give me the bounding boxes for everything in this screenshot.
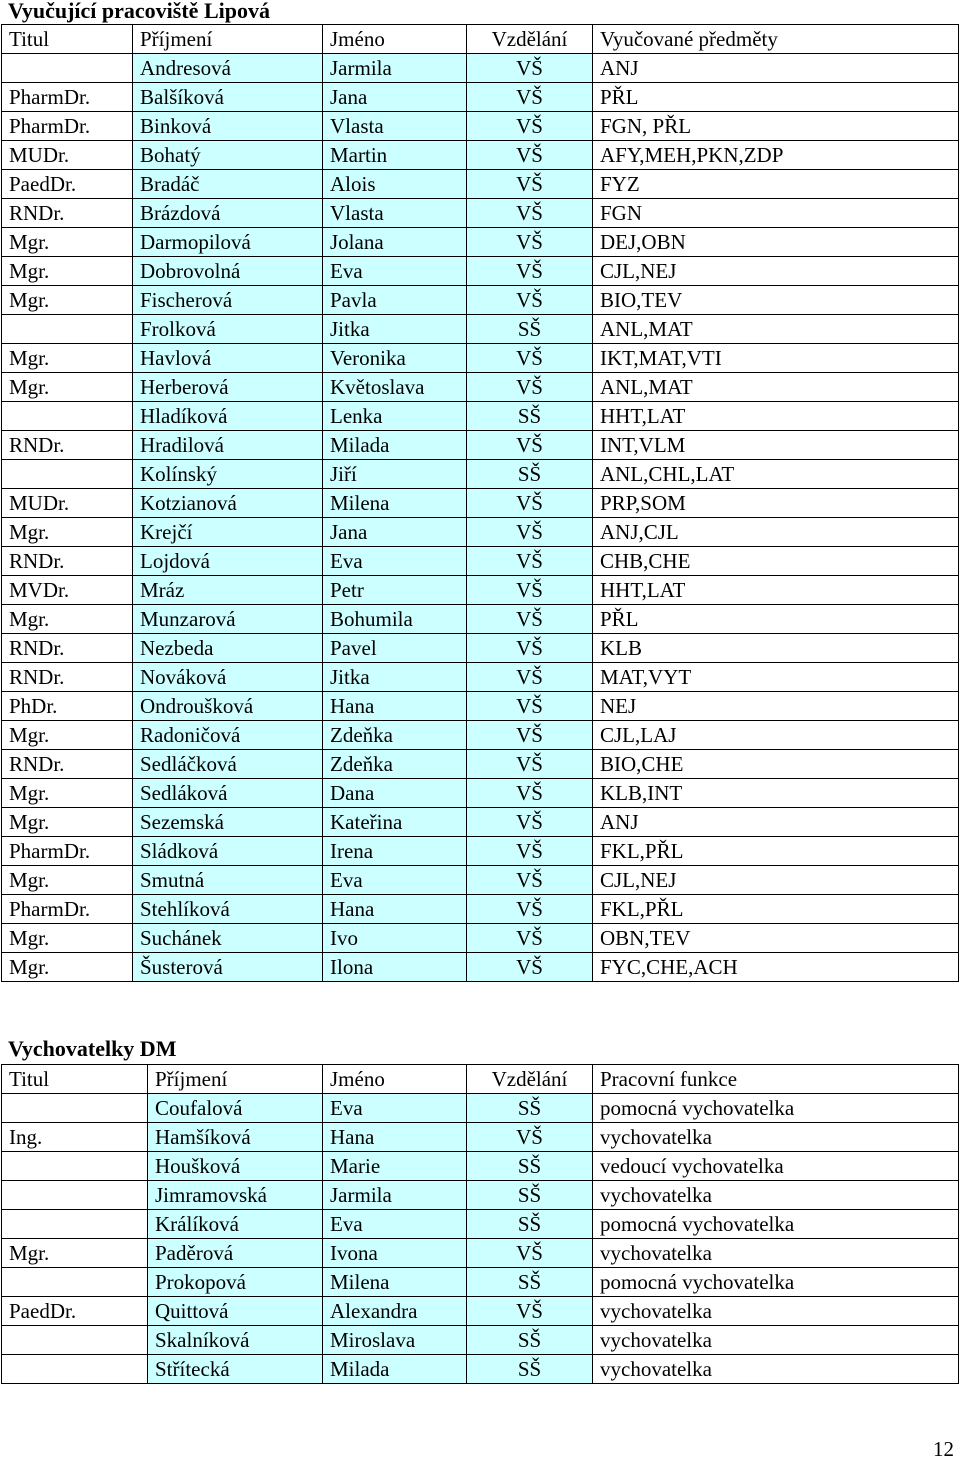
cell-function: vychovatelka xyxy=(593,1123,959,1152)
cell-education: SŠ xyxy=(467,1210,593,1239)
cell-surname: Bohatý xyxy=(133,141,323,170)
cell-first-name: Jiří xyxy=(323,460,467,489)
cell-subjects: MAT,VYT xyxy=(593,663,959,692)
cell-function: vychovatelka xyxy=(593,1326,959,1355)
table-header-row xyxy=(2,25,959,54)
cell-title: MUDr. xyxy=(2,141,133,170)
cell-title: RNDr. xyxy=(2,663,133,692)
cell-education: VŠ xyxy=(467,953,593,982)
cell-title: Mgr. xyxy=(2,257,133,286)
cell-education: SŠ xyxy=(467,1326,593,1355)
table-row xyxy=(2,721,959,750)
table-row xyxy=(2,460,959,489)
cell-education: VŠ xyxy=(467,141,593,170)
cell-surname: Sedláčková xyxy=(133,750,323,779)
cell-first-name: Jana xyxy=(323,518,467,547)
cell-surname: Andresová xyxy=(133,54,323,83)
cell-title: Mgr. xyxy=(2,286,133,315)
cell-education: VŠ xyxy=(467,895,593,924)
table-row xyxy=(2,663,959,692)
cell-first-name: Kateřina xyxy=(323,808,467,837)
cell-surname: Nováková xyxy=(133,663,323,692)
cell-title: PaedDr. xyxy=(2,1297,148,1326)
cell-subjects: ANL,MAT xyxy=(593,373,959,402)
table-row xyxy=(2,54,959,83)
cell-education: SŠ xyxy=(467,1181,593,1210)
cell-first-name: Alois xyxy=(323,170,467,199)
cell-title: Mgr. xyxy=(2,344,133,373)
cell-title: Mgr. xyxy=(2,1239,148,1268)
column-header-function: Pracovní funkce xyxy=(593,1065,959,1094)
cell-title: Mgr. xyxy=(2,779,133,808)
cell-subjects: CJL,NEJ xyxy=(593,866,959,895)
cell-first-name: Eva xyxy=(323,866,467,895)
cell-subjects: FYZ xyxy=(593,170,959,199)
cell-surname: Kotzianová xyxy=(133,489,323,518)
cell-function: vychovatelka xyxy=(593,1181,959,1210)
cell-first-name: Zdeňka xyxy=(323,750,467,779)
cell-surname: Střítecká xyxy=(148,1355,323,1384)
cell-subjects: BIO,CHE xyxy=(593,750,959,779)
cell-education: VŠ xyxy=(467,489,593,518)
cell-title: RNDr. xyxy=(2,547,133,576)
cell-first-name: Bohumila xyxy=(323,605,467,634)
cell-surname: Bradáč xyxy=(133,170,323,199)
cell-surname: Ondroušková xyxy=(133,692,323,721)
cell-education: SŠ xyxy=(467,1355,593,1384)
cell-title xyxy=(2,1094,148,1123)
cell-title: MUDr. xyxy=(2,489,133,518)
cell-subjects: NEJ xyxy=(593,692,959,721)
cell-education: VŠ xyxy=(467,663,593,692)
cell-title: PharmDr. xyxy=(2,837,133,866)
cell-title: Mgr. xyxy=(2,228,133,257)
cell-title: PhDr. xyxy=(2,692,133,721)
cell-function: pomocná vychovatelka xyxy=(593,1268,959,1297)
cell-subjects: HHT,LAT xyxy=(593,576,959,605)
table-row xyxy=(2,924,959,953)
column-header-education: Vzdělání xyxy=(467,1065,593,1094)
cell-first-name: Jana xyxy=(323,83,467,112)
table-row xyxy=(2,199,959,228)
table-row xyxy=(2,779,959,808)
cell-education: VŠ xyxy=(467,257,593,286)
table-row xyxy=(2,1355,959,1384)
cell-first-name: Milada xyxy=(323,1355,467,1384)
cell-first-name: Dana xyxy=(323,779,467,808)
cell-first-name: Ilona xyxy=(323,953,467,982)
cell-surname: Dobrovolná xyxy=(133,257,323,286)
cell-surname: Sedláková xyxy=(133,779,323,808)
cell-first-name: Ivo xyxy=(323,924,467,953)
cell-education: SŠ xyxy=(467,315,593,344)
cell-education: VŠ xyxy=(467,866,593,895)
dorm-educators-table xyxy=(1,1064,959,1384)
cell-subjects: PRP,SOM xyxy=(593,489,959,518)
cell-education: VŠ xyxy=(467,634,593,663)
cell-subjects: INT,VLM xyxy=(593,431,959,460)
cell-education: VŠ xyxy=(467,431,593,460)
cell-first-name: Jarmila xyxy=(323,54,467,83)
table-row xyxy=(2,750,959,779)
cell-education: VŠ xyxy=(467,373,593,402)
cell-subjects: ANJ xyxy=(593,808,959,837)
table-row xyxy=(2,1326,959,1355)
column-header-subjects: Vyučované předměty xyxy=(593,25,959,54)
table-row xyxy=(2,518,959,547)
cell-first-name: Hana xyxy=(323,1123,467,1152)
table-row xyxy=(2,257,959,286)
cell-first-name: Eva xyxy=(323,257,467,286)
cell-first-name: Pavel xyxy=(323,634,467,663)
cell-education: VŠ xyxy=(467,576,593,605)
cell-title: PharmDr. xyxy=(2,112,133,141)
cell-title xyxy=(2,1210,148,1239)
cell-education: VŠ xyxy=(467,837,593,866)
table-row xyxy=(2,286,959,315)
column-header-first-name: Jméno xyxy=(323,25,467,54)
table-row xyxy=(2,1152,959,1181)
cell-surname: Balšíková xyxy=(133,83,323,112)
table-row xyxy=(2,895,959,924)
cell-subjects: KLB,INT xyxy=(593,779,959,808)
cell-surname: Munzarová xyxy=(133,605,323,634)
cell-function: pomocná vychovatelka xyxy=(593,1094,959,1123)
cell-first-name: Lenka xyxy=(323,402,467,431)
cell-surname: Suchánek xyxy=(133,924,323,953)
cell-subjects: FKL,PŘL xyxy=(593,895,959,924)
cell-title: PharmDr. xyxy=(2,895,133,924)
cell-subjects: CHB,CHE xyxy=(593,547,959,576)
table-row xyxy=(2,1094,959,1123)
cell-education: VŠ xyxy=(467,344,593,373)
cell-surname: Binková xyxy=(133,112,323,141)
cell-first-name: Veronika xyxy=(323,344,467,373)
cell-education: VŠ xyxy=(467,605,593,634)
table-row xyxy=(2,866,959,895)
cell-surname: Hradilová xyxy=(133,431,323,460)
table-row xyxy=(2,373,959,402)
cell-education: VŠ xyxy=(467,1123,593,1152)
cell-education: VŠ xyxy=(467,170,593,199)
cell-subjects: CJL,LAJ xyxy=(593,721,959,750)
cell-first-name: Vlasta xyxy=(323,199,467,228)
cell-surname: Houšková xyxy=(148,1152,323,1181)
cell-first-name: Alexandra xyxy=(323,1297,467,1326)
column-header-surname: Příjmení xyxy=(133,25,323,54)
table-row xyxy=(2,112,959,141)
table-row xyxy=(2,402,959,431)
cell-subjects: AFY,MEH,PKN,ZDP xyxy=(593,141,959,170)
table-row xyxy=(2,634,959,663)
cell-surname: Lojdová xyxy=(133,547,323,576)
column-header-education: Vzdělání xyxy=(467,25,593,54)
cell-education: VŠ xyxy=(467,924,593,953)
table-row xyxy=(2,547,959,576)
table-row xyxy=(2,605,959,634)
cell-surname: Herberová xyxy=(133,373,323,402)
cell-education: SŠ xyxy=(467,1268,593,1297)
cell-surname: Stehlíková xyxy=(133,895,323,924)
cell-first-name: Milada xyxy=(323,431,467,460)
table-row xyxy=(2,489,959,518)
cell-function: vychovatelka xyxy=(593,1239,959,1268)
cell-surname: Darmopilová xyxy=(133,228,323,257)
cell-title: Mgr. xyxy=(2,808,133,837)
column-header-title: Titul xyxy=(2,25,133,54)
cell-title: Ing. xyxy=(2,1123,148,1152)
cell-title: PharmDr. xyxy=(2,83,133,112)
cell-title: Mgr. xyxy=(2,953,133,982)
cell-education: VŠ xyxy=(467,750,593,779)
cell-first-name: Vlasta xyxy=(323,112,467,141)
cell-function: pomocná vychovatelka xyxy=(593,1210,959,1239)
cell-title xyxy=(2,1355,148,1384)
cell-surname: Fischerová xyxy=(133,286,323,315)
cell-subjects: FKL,PŘL xyxy=(593,837,959,866)
cell-education: SŠ xyxy=(467,460,593,489)
cell-first-name: Martin xyxy=(323,141,467,170)
cell-first-name: Květoslava xyxy=(323,373,467,402)
cell-subjects: HHT,LAT xyxy=(593,402,959,431)
cell-subjects: ANL,MAT xyxy=(593,315,959,344)
cell-title: Mgr. xyxy=(2,866,133,895)
cell-title: Mgr. xyxy=(2,924,133,953)
cell-title xyxy=(2,402,133,431)
table-row xyxy=(2,344,959,373)
table-row xyxy=(2,953,959,982)
cell-surname: Prokopová xyxy=(148,1268,323,1297)
cell-education: VŠ xyxy=(467,808,593,837)
table-row xyxy=(2,808,959,837)
cell-education: VŠ xyxy=(467,692,593,721)
cell-subjects: FGN, PŘL xyxy=(593,112,959,141)
cell-title: Mgr. xyxy=(2,518,133,547)
column-header-first-name: Jméno xyxy=(323,1065,467,1094)
cell-first-name: Marie xyxy=(323,1152,467,1181)
cell-surname: Nezbeda xyxy=(133,634,323,663)
cell-surname: Hamšíková xyxy=(148,1123,323,1152)
cell-title xyxy=(2,1326,148,1355)
table-row xyxy=(2,692,959,721)
cell-first-name: Hana xyxy=(323,895,467,924)
table-row xyxy=(2,315,959,344)
cell-education: VŠ xyxy=(467,1297,593,1326)
cell-title: RNDr. xyxy=(2,199,133,228)
table-row xyxy=(2,1239,959,1268)
cell-title xyxy=(2,460,133,489)
cell-first-name: Jolana xyxy=(323,228,467,257)
cell-title: PaedDr. xyxy=(2,170,133,199)
cell-surname: Mráz xyxy=(133,576,323,605)
cell-education: VŠ xyxy=(467,54,593,83)
cell-first-name: Jitka xyxy=(323,663,467,692)
cell-title: RNDr. xyxy=(2,634,133,663)
table-row xyxy=(2,1210,959,1239)
cell-title: Mgr. xyxy=(2,605,133,634)
cell-first-name: Miroslava xyxy=(323,1326,467,1355)
cell-surname: Šusterová xyxy=(133,953,323,982)
cell-subjects: IKT,MAT,VTI xyxy=(593,344,959,373)
cell-first-name: Hana xyxy=(323,692,467,721)
cell-title xyxy=(2,1268,148,1297)
cell-education: VŠ xyxy=(467,721,593,750)
cell-title xyxy=(2,315,133,344)
table-row xyxy=(2,1268,959,1297)
cell-education: VŠ xyxy=(467,518,593,547)
cell-title: RNDr. xyxy=(2,750,133,779)
table-row xyxy=(2,83,959,112)
cell-surname: Paděrová xyxy=(148,1239,323,1268)
cell-education: VŠ xyxy=(467,1239,593,1268)
table-row xyxy=(2,228,959,257)
cell-title: RNDr. xyxy=(2,431,133,460)
cell-subjects: DEJ,OBN xyxy=(593,228,959,257)
teachers-table xyxy=(1,24,959,982)
cell-education: VŠ xyxy=(467,547,593,576)
cell-first-name: Jitka xyxy=(323,315,467,344)
table-row xyxy=(2,141,959,170)
cell-surname: Kolínský xyxy=(133,460,323,489)
cell-surname: Smutná xyxy=(133,866,323,895)
cell-education: SŠ xyxy=(467,1152,593,1181)
cell-surname: Králíková xyxy=(148,1210,323,1239)
table-row xyxy=(2,170,959,199)
cell-surname: Quittová xyxy=(148,1297,323,1326)
cell-subjects: ANL,CHL,LAT xyxy=(593,460,959,489)
teachers-table-body xyxy=(2,25,959,982)
cell-first-name: Irena xyxy=(323,837,467,866)
cell-title: Mgr. xyxy=(2,373,133,402)
cell-first-name: Milena xyxy=(323,489,467,518)
cell-first-name: Pavla xyxy=(323,286,467,315)
cell-surname: Sezemská xyxy=(133,808,323,837)
cell-education: VŠ xyxy=(467,199,593,228)
cell-subjects: CJL,NEJ xyxy=(593,257,959,286)
table-row xyxy=(2,431,959,460)
cell-function: vychovatelka xyxy=(593,1297,959,1326)
cell-education: SŠ xyxy=(467,1094,593,1123)
cell-first-name: Eva xyxy=(323,1210,467,1239)
cell-function: vychovatelka xyxy=(593,1355,959,1384)
cell-surname: Hladíková xyxy=(133,402,323,431)
table-row xyxy=(2,576,959,605)
column-header-title: Titul xyxy=(2,1065,148,1094)
cell-surname: Jimramovská xyxy=(148,1181,323,1210)
cell-surname: Brázdová xyxy=(133,199,323,228)
cell-subjects: OBN,TEV xyxy=(593,924,959,953)
cell-subjects: KLB xyxy=(593,634,959,663)
cell-subjects: PŘL xyxy=(593,83,959,112)
cell-title: Mgr. xyxy=(2,721,133,750)
cell-first-name: Milena xyxy=(323,1268,467,1297)
cell-surname: Radoničová xyxy=(133,721,323,750)
cell-subjects: FYC,CHE,ACH xyxy=(593,953,959,982)
table-row xyxy=(2,837,959,866)
page-number: 12 xyxy=(933,1437,954,1461)
cell-subjects: BIO,TEV xyxy=(593,286,959,315)
cell-surname: Frolková xyxy=(133,315,323,344)
cell-title xyxy=(2,1181,148,1210)
cell-subjects: PŘL xyxy=(593,605,959,634)
cell-education: VŠ xyxy=(467,83,593,112)
cell-surname: Coufalová xyxy=(148,1094,323,1123)
cell-first-name: Petr xyxy=(323,576,467,605)
cell-first-name: Eva xyxy=(323,547,467,576)
cell-title: MVDr. xyxy=(2,576,133,605)
cell-education: SŠ xyxy=(467,402,593,431)
cell-title xyxy=(2,54,133,83)
table-row xyxy=(2,1123,959,1152)
cell-education: VŠ xyxy=(467,112,593,141)
cell-education: VŠ xyxy=(467,228,593,257)
cell-first-name: Zdeňka xyxy=(323,721,467,750)
cell-surname: Sládková xyxy=(133,837,323,866)
column-header-surname: Příjmení xyxy=(148,1065,323,1094)
section-title-dorm-educators: Vychovatelky DM xyxy=(8,1036,177,1061)
cell-first-name: Eva xyxy=(323,1094,467,1123)
cell-subjects: ANJ,CJL xyxy=(593,518,959,547)
cell-title xyxy=(2,1152,148,1181)
cell-surname: Havlová xyxy=(133,344,323,373)
cell-surname: Skalníková xyxy=(148,1326,323,1355)
cell-education: VŠ xyxy=(467,779,593,808)
cell-subjects: FGN xyxy=(593,199,959,228)
cell-education: VŠ xyxy=(467,286,593,315)
cell-surname: Krejčí xyxy=(133,518,323,547)
cell-first-name: Ivona xyxy=(323,1239,467,1268)
cell-function: vedoucí vychovatelka xyxy=(593,1152,959,1181)
dorm-educators-table-body xyxy=(2,1065,959,1384)
table-header-row xyxy=(2,1065,959,1094)
cell-subjects: ANJ xyxy=(593,54,959,83)
table-row xyxy=(2,1297,959,1326)
section-title-teachers: Vyučující pracoviště Lipová xyxy=(8,0,270,23)
table-row xyxy=(2,1181,959,1210)
cell-first-name: Jarmila xyxy=(323,1181,467,1210)
